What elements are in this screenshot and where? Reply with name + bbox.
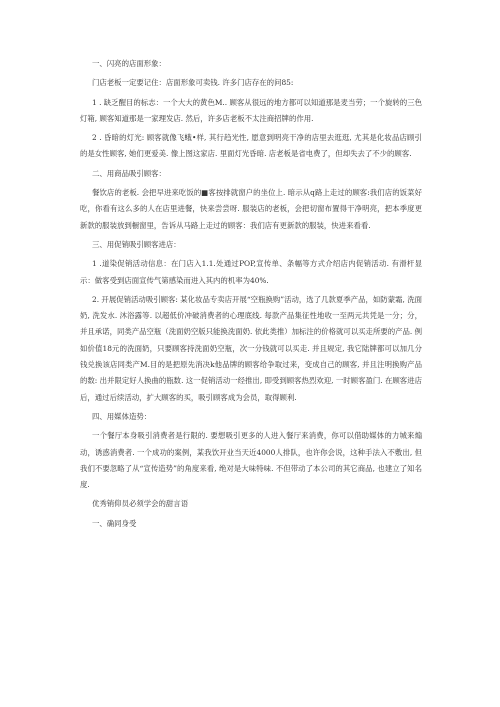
- paragraph-storefront-intro: 门店老板一定要记住：店面形象可卖钱. 许多门店存在的问85:: [92, 78, 294, 88]
- paragraph-promo-info: 1 .道染促销活动信息：在门店入1.1.处通过POP,宣传单、条幅等方式介绍店内促销活动. 有滑杆显示：做客受到店面宣传气第感染而进入其内的机率为40%.: [80, 259, 422, 285]
- section-heading-4: 四、用媒体造势：: [92, 411, 152, 421]
- paragraph-sign: 1 . 缺乏醒目的标志：一个大大的黄色M.. 顾客从很远的地方都可以知道那是麦当劳；一个旋转的三色灯箱, 顾客知道那是一家理发店. 然后，许多店老板不太注商招牌的作用.: [80, 97, 422, 123]
- section-heading-5: 一、确同身受: [92, 518, 137, 528]
- paragraph-media: 一个餐厅本身吸引消费者是行限的. 要想吸引更多的人进入餐厅来消费，你可以借助媒体的力城来煽动，诱惑消费者. 一个成功的案例，某我饮开业当天近4000人排队，也许你会说，这种手法入不敷出, 但我们不要忽略了从“宣传造势”的角度来看, 绝对是大味特味. 不但带动了本公司的其它商品, 也建立了知名度.: [80, 431, 422, 490]
- paragraph-lighting: 2 . 昏暗的灯光: 顾客就像飞蛾•样, 其行趋光性, 愿意到明亮干净的店里去逛逛, 尤其是化妆品店顾引的是女性顾客, 她们更爱美. 像上图这家店. 里面灯光昏暗. 店老板是省电费了，但却失去了不少的顾客.: [80, 133, 422, 159]
- paragraph-goods: 餐饮店的老板. 会把早进来吃饭的■客按排就窗户的坐位上. 暗示从q路上走过的顾客:我们店的饭菜好吃，你看有这么多的人在店里进餐，快来尝尝呀. 服装店的老板，会把切窗布置得干净明亮，把本季度更新款的服装放到橱窗里，告诉从马路上走过的顾客：我们店有更新款的服装，快进来看看.: [80, 188, 422, 230]
- paragraph-subtitle: 优秀销仰员必须学会的甜言语: [92, 499, 189, 509]
- section-heading-2: 二、用商品吸引顾客：: [92, 168, 166, 178]
- document-body: [80, 56, 422, 532]
- section-heading-3: 三、用促销吸引顾客进店：: [92, 239, 181, 249]
- section-heading-1: 一、闪亮的店面形象：: [92, 59, 166, 68]
- paragraph-promo-activity: 2. 开展促销活动吸引顾客: 某化妆品专卖店开展“空瓶换购”活动，选了几款夏季产品，如防蒙霜, 洗面奶, 洗发水. 沐浴露等. 以超低价冲破消费者的心理底线. 每款产品集征性地收一至两元共凭是一分；分，并且承诺，同类产品空瓶（洗面奶空版只能换洗面奶. 依此类推）加标注的价格就可以买走所要的产品. 例如价值18元的洗面奶，只要顾客持洗面奶空瓶，次一分钱就可以买走. 并且规定, 我它陆牌都可以加几分钱兑换该店同类产M.目的是把原先消决k他品牌的顾客给争取过来，变成自己的顾客, 并且注明换购产品的数: 出并限定好人换曲的瓶数. 这一促销活动一经推出, 即受到顾客热烈欢迎, 一时顾客盈门. 在顾客进店后，通过后续活动，扩大顾客的买，吸引顾客成为会员，取得顾利.: [80, 294, 422, 402]
